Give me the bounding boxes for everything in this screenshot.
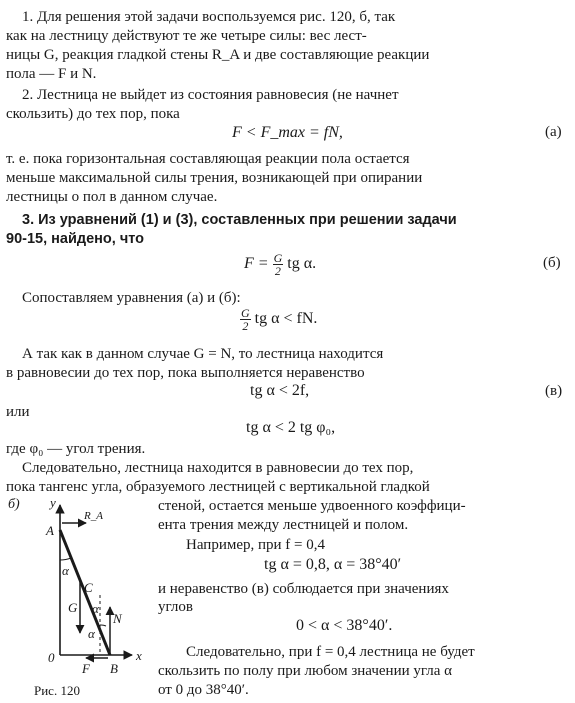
equation-f: 0 < α < 38°40′. — [296, 617, 393, 634]
p3-line-2: меньше максимальной силы трения, возникающей при опирании — [6, 170, 423, 186]
label-b: B — [110, 661, 118, 676]
figure-panel-label: б) — [8, 497, 20, 512]
p6-line-1: А так как в данном случае G = N, то лестница находится — [22, 346, 384, 362]
p11-line-2: скользить по полу при любом значении угла α — [158, 663, 453, 679]
label-g: G — [68, 600, 78, 615]
ladder-diagram — [0, 495, 150, 695]
p2-line-2: скользить) до тех пор, пока — [6, 106, 180, 122]
equation-b-tag: (б) — [543, 255, 561, 271]
p1-line-4: пола — F и N. — [6, 66, 97, 82]
p8-line-2: пока тангенс угла, образуемого лестницей с вертикальной гладкой — [6, 479, 430, 495]
p8-line-4: ента трения между лестницей и полом. — [158, 517, 409, 533]
p10-line-1: и неравенство (в) соблюдается при значениях — [158, 581, 449, 597]
equation-v-tag: (в) — [545, 383, 563, 399]
p1-line-2: как на лестницу действуют те же четыре силы: вес лест- — [6, 28, 367, 44]
label-f: F — [82, 661, 90, 676]
p6-line-2: в равновесии до тех пор, пока выполняется неравенство — [6, 365, 365, 381]
p8-line-1: Следовательно, лестница находится в равновесии до тех пор, — [22, 460, 414, 476]
p11-line-1: Следовательно, при f = 0,4 лестница не будет — [186, 644, 475, 660]
label-a: A — [46, 523, 54, 538]
angle-arc-a — [60, 558, 71, 560]
label-x: x — [136, 648, 142, 663]
label-alpha-mid: α — [92, 601, 99, 616]
p5-line: Сопоставляем уравнения (а) и (б): — [22, 290, 241, 306]
p1-line-3: ницы G, реакция гладкой стены R_A и две составляющие реакции — [6, 47, 430, 63]
equation-b: F = $\frac{G}{2}$ tg α. — [244, 251, 317, 278]
equation-a-tag: (а) — [545, 124, 562, 140]
figure-caption: Рис. 120 — [34, 683, 80, 698]
label-c: C — [84, 580, 93, 595]
equation-a: F < F_max = fN, — [232, 124, 343, 141]
p11-line-3: от 0 до 38°40′. — [158, 682, 249, 698]
p7-line: где φ₀ — угол трения. — [6, 441, 146, 457]
label-ra: R_A — [84, 510, 103, 522]
label-alpha-low: α — [88, 626, 95, 641]
p10-line-2: углов — [158, 599, 193, 615]
p3-line-1: т. е. пока горизонтальная составляющая реакции пола остается — [6, 151, 410, 167]
p4-line-1: 3. Из уравнений (1) и (3), составленных при решении задачи — [22, 212, 457, 228]
word-or: или — [6, 404, 30, 420]
label-n: N — [113, 611, 122, 626]
equation-e: tg α = 0,8, α = 38°40′ — [264, 556, 402, 573]
p2-line-1: 2. Лестница не выйдет из состояния равновесия (не начнет — [22, 87, 399, 103]
label-y: y — [50, 495, 56, 510]
p1-line-1: 1. Для решения этой задачи воспользуемся рис. 120, б, так — [22, 9, 396, 25]
p4-line-2: 90-15, найдено, что — [6, 231, 145, 247]
equation-d: tg α < 2 tg φ₀, — [246, 419, 336, 436]
equation-c-fraction: $\frac{G}{2}$ — [241, 306, 250, 333]
p8-line-3: стеной, остается меньше удвоенного коэффици- — [158, 498, 466, 514]
equation-b-fraction: $\frac{G}{2}$ — [273, 251, 283, 278]
p3-line-3: лестницы о пол в данном случае. — [6, 189, 218, 205]
p9-line: Например, при f = 0,4 — [186, 537, 326, 553]
equation-c: $\frac{G}{2}$ tg α < fN. — [241, 306, 318, 333]
label-alpha-top: α — [62, 563, 69, 578]
equation-v: tg α < 2f, — [250, 382, 310, 399]
angle-arc-b — [100, 625, 106, 626]
label-origin: 0 — [48, 650, 55, 665]
